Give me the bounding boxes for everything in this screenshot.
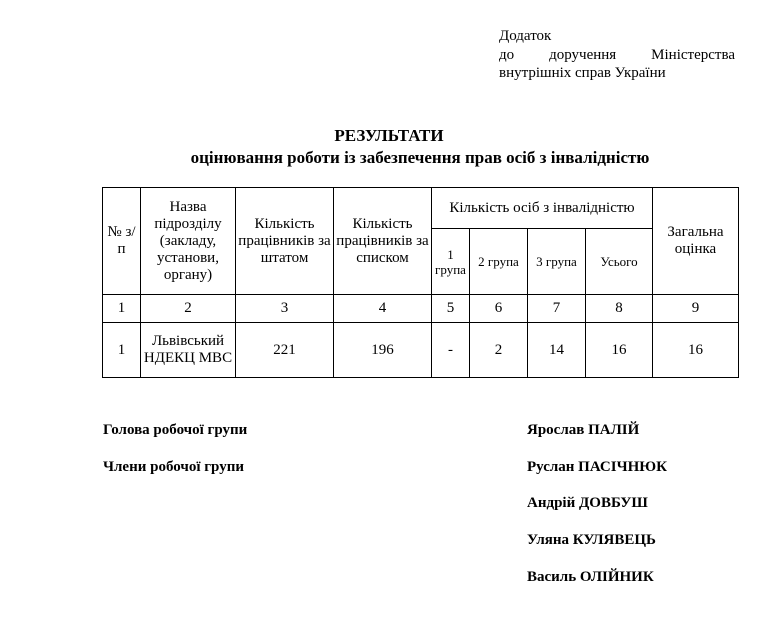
col-number: 5 — [432, 295, 470, 323]
signature-role-members: Члени робочої групи — [103, 459, 244, 475]
col-number: 1 — [103, 295, 141, 323]
col-number: 2 — [141, 295, 236, 323]
column-number-row — [103, 295, 739, 323]
appendix-line-2: до доручення Міністерства — [499, 46, 735, 63]
cell-unit: Львівський НДЕКЦ МВС — [141, 323, 236, 378]
col-number: 9 — [653, 295, 739, 323]
header-staff-plan: Кількість працівників за штатом — [236, 188, 334, 295]
appendix-line-3: внутрішніх справ України — [499, 65, 666, 81]
header-num: № з/п — [103, 188, 141, 295]
table-row — [103, 323, 739, 378]
header-total: Усього — [586, 229, 653, 295]
col-number: 8 — [586, 295, 653, 323]
signature-name-member: Руслан ПАСІЧНЮК — [527, 459, 668, 475]
header-group-1: 1 група — [432, 229, 470, 295]
appendix-line-1: Додаток — [499, 28, 552, 44]
cell-staff-plan: 221 — [236, 323, 334, 378]
header-unit: Назва підрозділу (закладу, установи, органу) — [141, 188, 236, 295]
header-disabled-group: Кількість осіб з інвалідністю — [432, 188, 653, 229]
col-number: 6 — [470, 295, 528, 323]
col-number: 4 — [334, 295, 432, 323]
title-subtitle: оцінювання роботи із забезпечення прав осіб з інвалідністю — [190, 148, 650, 167]
cell-group-2: 2 — [470, 323, 528, 378]
col-number: 3 — [236, 295, 334, 323]
signature-name-member: Василь ОЛІЙНИК — [527, 569, 654, 585]
header-staff-list: Кількість працівників за списком — [334, 188, 432, 295]
header-score: Загальна оцінка — [653, 188, 739, 295]
results-table — [102, 187, 739, 378]
document-title — [0, 125, 778, 169]
cell-total: 16 — [586, 323, 653, 378]
header-group-3: 3 група — [528, 229, 586, 295]
cell-num: 1 — [103, 323, 141, 378]
header-group-2: 2 група — [470, 229, 528, 295]
signature-role-head: Голова робочої групи — [103, 422, 248, 438]
header-row-1 — [103, 188, 739, 229]
col-number: 7 — [528, 295, 586, 323]
cell-score: 16 — [653, 323, 739, 378]
appendix-note — [499, 27, 735, 83]
signature-name-member: Андрій ДОВБУШ — [527, 495, 648, 511]
cell-group-1: - — [432, 323, 470, 378]
title-main: РЕЗУЛЬТАТИ — [334, 126, 444, 145]
cell-staff-list: 196 — [334, 323, 432, 378]
cell-group-3: 14 — [528, 323, 586, 378]
signature-name-member: Уляна КУЛЯВЕЦЬ — [527, 532, 656, 548]
signature-name-head: Ярослав ПАЛІЙ — [527, 422, 640, 438]
